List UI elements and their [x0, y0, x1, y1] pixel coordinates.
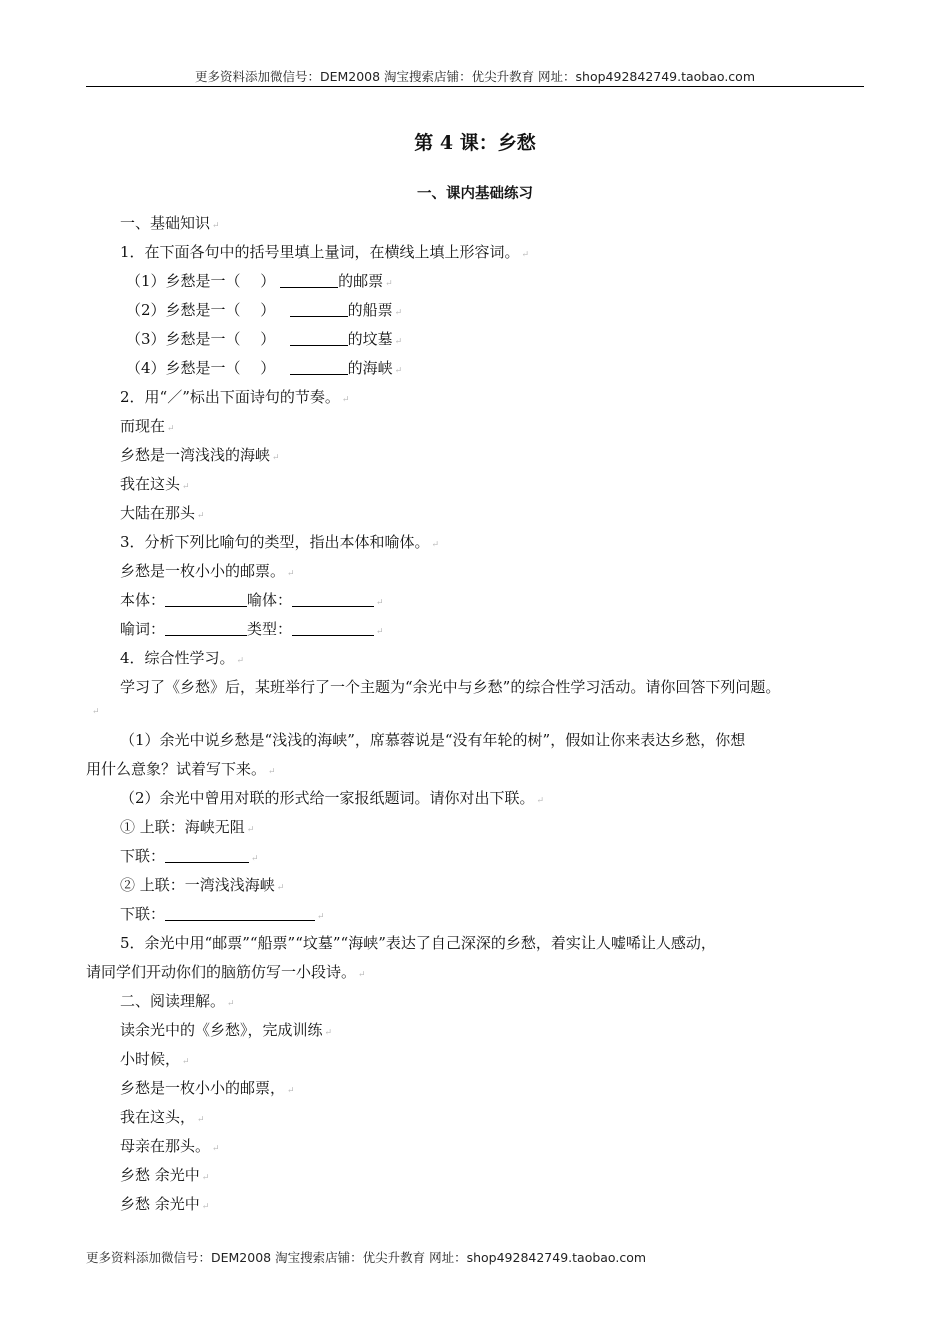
- fill-blank-line: 本体： 喻体： ↵: [120, 591, 384, 609]
- page-footer: 更多资料添加微信号：DEM2008 淘宝搜索店铺：优尖升教育 网址：shop492842749.taobao.com: [86, 1250, 647, 1265]
- poem-line: 乡愁 余光中 ↵: [120, 1195, 210, 1213]
- answer-blank[interactable]: [290, 330, 348, 346]
- text-line: 读余光中的《乡愁》，完成训练 ↵: [120, 1021, 333, 1039]
- paragraph-mark: ↵: [92, 707, 100, 717]
- answer-blank[interactable]: [165, 905, 315, 921]
- answer-blank[interactable]: [165, 620, 247, 636]
- text-line: 5．余光中用“邮票”“船票”“坟墓”“海峡”表达了自己深深的乡愁，着实让人嘘唏让人感动，: [120, 934, 716, 952]
- header-divider: [86, 86, 864, 87]
- poem-line: 我在这头， ↵: [120, 1108, 205, 1126]
- document-body: [86, 209, 876, 1219]
- text-line: 用什么意象？试着写下来。 ↵: [86, 760, 276, 778]
- answer-blank[interactable]: [290, 359, 348, 375]
- text-line: 请同学们开动你们的脑筋仿写一小段诗。 ↵: [86, 963, 366, 981]
- text-line: ② 上联：一湾浅浅海峡 ↵: [120, 876, 285, 894]
- text-line: 二、阅读理解。 ↵: [120, 992, 235, 1010]
- poem-line: 乡愁是一枚小小的邮票， ↵: [120, 1079, 295, 1097]
- text-line: 2．用“／”标出下面诗句的节奏。 ↵: [120, 388, 350, 406]
- fill-blank-line: 喻词： 类型： ↵: [120, 620, 384, 638]
- poem-line: 乡愁是一湾浅浅的海峡 ↵: [120, 446, 280, 464]
- fill-blank-line: （2）乡愁是一（ ） 的船票 ↵: [126, 301, 403, 319]
- text-line: 1．在下面各句中的括号里填上量词，在横线上填上形容词。 ↵: [120, 243, 530, 261]
- text-line: 一、基础知识 ↵: [120, 214, 220, 232]
- answer-blank[interactable]: [165, 847, 249, 863]
- poem-line: 母亲在那头。 ↵: [120, 1137, 220, 1155]
- text-line: ① 上联：海峡无阻 ↵: [120, 818, 255, 836]
- text-line: （1）余光中说乡愁是“浅浅的海峡”，席慕蓉说是“没有年轮的树”，假如让你来表达乡愁，你想: [120, 731, 746, 749]
- answer-blank[interactable]: [165, 591, 247, 607]
- text-line: 4．综合性学习。 ↵: [120, 649, 245, 667]
- answer-blank[interactable]: [290, 301, 348, 317]
- answer-blank[interactable]: [292, 620, 374, 636]
- fill-blank-line: （3）乡愁是一（ ） 的坟墓 ↵: [126, 330, 403, 348]
- answer-blank[interactable]: [292, 591, 374, 607]
- text-line: 学习了《乡愁》后，某班举行了一个主题为“余光中与乡愁”的综合性学习活动。请你回答下列问题。: [120, 678, 781, 696]
- text-line: 乡愁是一枚小小的邮票。 ↵: [120, 562, 295, 580]
- poem-line: 大陆在那头 ↵: [120, 504, 205, 522]
- text-line: 3．分析下列比喻句的类型，指出本体和喻体。 ↵: [120, 533, 440, 551]
- poem-line: 乡愁 余光中 ↵: [120, 1166, 210, 1184]
- text-line: （2）余光中曾用对联的形式给一家报纸题词。请你对出下联。 ↵: [120, 789, 545, 807]
- fill-blank-line: （1）乡愁是一（ ） 的邮票 ↵: [126, 272, 393, 290]
- fill-blank-line: （4）乡愁是一（ ） 的海峡 ↵: [126, 359, 403, 377]
- page-header: 更多资料添加微信号：DEM2008 淘宝搜索店铺：优尖升教育 网址：shop492842749.taobao.com: [194, 69, 756, 84]
- poem-line: 我在这头 ↵: [120, 475, 190, 493]
- poem-line: 小时候， ↵: [120, 1050, 190, 1068]
- fill-blank-line: 下联： ↵: [120, 905, 325, 923]
- lesson-title: 第 4 课：乡愁: [414, 132, 536, 154]
- fill-blank-line: 下联： ↵: [120, 847, 259, 865]
- section-subtitle: 一、课内基础练习: [417, 185, 533, 202]
- poem-line: 而现在 ↵: [120, 417, 175, 435]
- answer-blank[interactable]: [280, 272, 338, 288]
